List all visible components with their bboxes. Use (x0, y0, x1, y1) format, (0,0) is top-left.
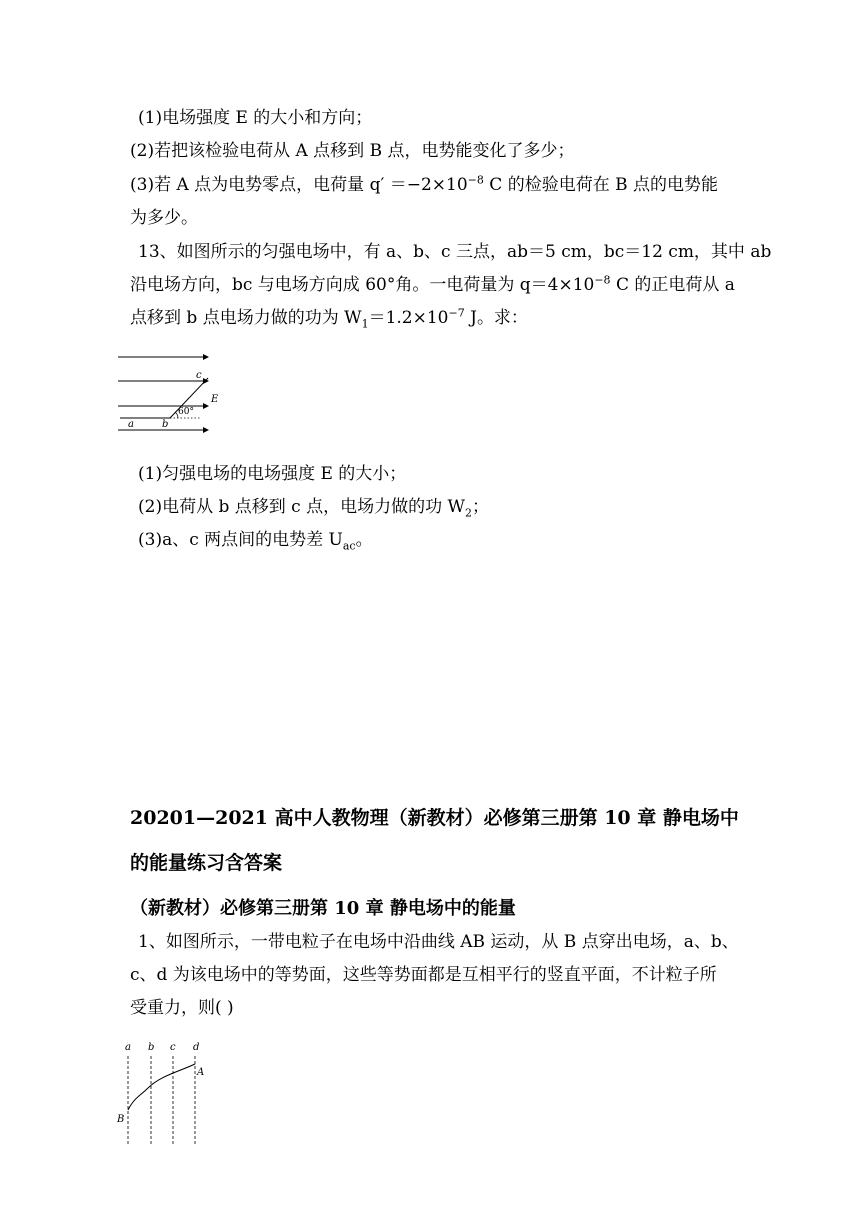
q13-sub2 (138, 496, 489, 518)
label-b: b (148, 1042, 155, 1053)
q12-part3-post: C 的检验电荷在 B 点的电势能 (483, 175, 718, 195)
q1-equipotential-figure (112, 1036, 212, 1146)
q13-line2 (130, 274, 735, 296)
q13-line3-post: J。求： (464, 308, 528, 328)
q13-sub3-pre: (3)a、c 两点间的电势差 U (138, 530, 343, 550)
q13-sub2-post: ； (471, 497, 489, 517)
label-c: c (170, 1042, 176, 1053)
q12-part3-sup: −8 (467, 173, 484, 187)
label-A: A (197, 1067, 205, 1078)
q13-line2-pre: 沿电场方向，bc 与电场方向成 60°角。一电荷量为 q＝4×10 (130, 275, 595, 295)
q1-line3: 受重力，则( ) (130, 998, 234, 1018)
q13-sub2-sub: 2 (464, 506, 472, 520)
q13-sub2-pre: (2)电荷从 b 点移到 c 点，电场力做的功 W (138, 497, 465, 517)
q13-sub1: (1)匀强电场的电场强度 E 的大小； (138, 464, 407, 484)
q13-line1: 13、如图所示的匀强电场中，有 a、b、c 三点，ab＝5 cm，bc＝12 cm，其中 ab (138, 242, 772, 262)
label-d: d (193, 1042, 200, 1053)
label-B: B (117, 1114, 125, 1125)
section-heading: （新教材）必修第三册第 10 章 静电场中的能量 (130, 898, 516, 919)
q13-line3-mid: ＝1.2×10 (368, 308, 449, 328)
q13-line2-sup: −8 (594, 273, 611, 287)
q12-part2: (2)若把该检验电荷从 A 点移到 B 点，电势能变化了多少； (130, 141, 575, 161)
q13-sub3-post: 。 (355, 530, 373, 550)
label-E: E (211, 394, 219, 405)
label-angle: 60° (178, 407, 194, 417)
label-b: b (162, 419, 169, 430)
trajectory-AB (128, 1064, 195, 1110)
q13-line3-sup: −7 (448, 306, 465, 320)
doc-title-line1: 20201—2021 高中人教物理（新教材）必修第三册第 10 章 静电场中 (130, 807, 739, 829)
q12-part3 (130, 174, 718, 196)
q12-part3-cont: 为多少。 (130, 208, 198, 228)
label-a: a (128, 419, 134, 430)
q13-field-figure (110, 348, 230, 440)
q12-part1: (1)电场强度 E 的大小和方向； (138, 108, 373, 128)
q12-part3-pre: (3)若 A 点为电势零点，电荷量 q′ ＝−2×10 (130, 175, 468, 195)
q13-line3-pre: 点移到 b 点电场力做的功为 W (130, 308, 362, 328)
q13-line2-post: C 的正电荷从 a (610, 275, 735, 295)
label-c: c (196, 370, 202, 381)
q1-line1: 1、如图所示，一带电粒子在电场中沿曲线 AB 运动，从 B 点穿出电场，a、b、 (138, 932, 739, 952)
q13-line3-sub: 1 (361, 317, 369, 331)
q13-sub3 (138, 529, 373, 551)
doc-title-line2: 的能量练习含答案 (130, 852, 283, 874)
label-a: a (125, 1042, 131, 1053)
q1-line2: c、d 为该电场中的等势面，这些等势面都是互相平行的竖直平面，不计粒子所 (130, 965, 717, 985)
q13-line3 (130, 307, 528, 329)
q13-sub3-sub: ac (342, 539, 356, 553)
